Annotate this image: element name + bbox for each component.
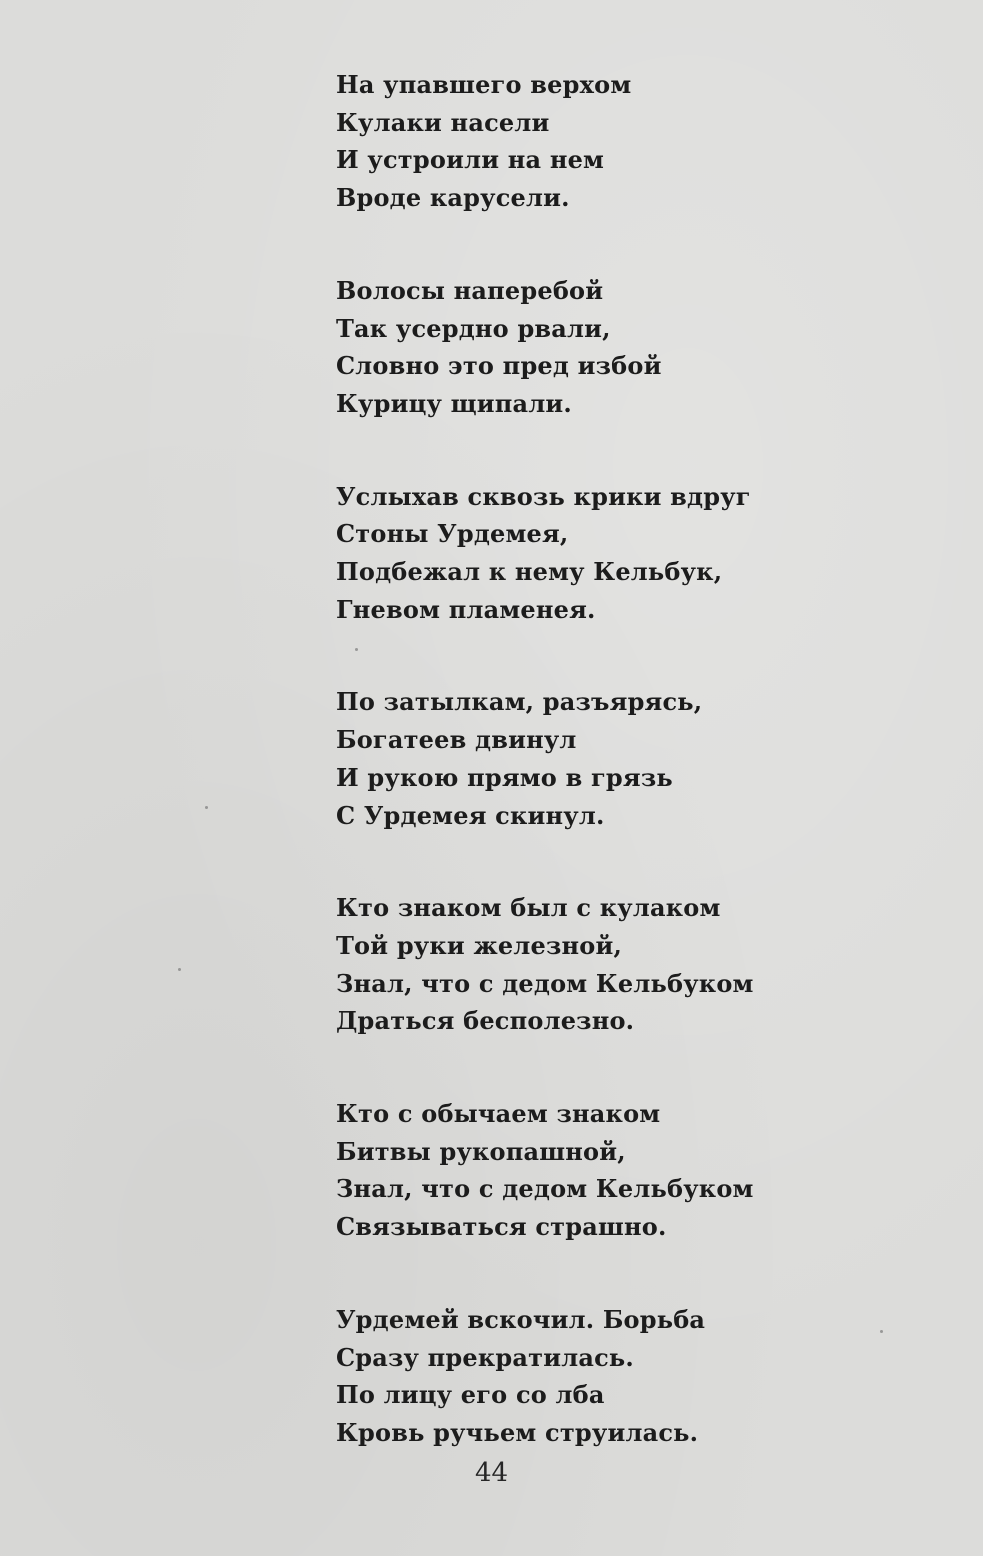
poem-line: Гневом пламенея. [336, 594, 596, 624]
stanza-2 [336, 272, 856, 423]
poem-line: На упавшего верхом [336, 70, 632, 99]
poem-line: Знал, что с дедом Кельбуком [336, 968, 754, 998]
poem-line: Кровь ручьем струилась. [336, 1417, 699, 1447]
poem-line: С Урдемея скинул. [336, 800, 605, 830]
poem-line: Вроде карусели. [336, 183, 570, 213]
paper-speck [205, 806, 208, 809]
poem-line: Сразу прекратилась. [336, 1342, 634, 1372]
stanza-6 [336, 1095, 856, 1246]
poem [336, 66, 856, 1507]
poem-line: Так усердно рвали, [336, 313, 611, 343]
poem-line: Подбежал к нему Кельбук, [336, 557, 723, 587]
stanza-4 [336, 683, 856, 834]
page-number: 44 [474, 1458, 509, 1488]
poem-line: Богатеев двинул [336, 725, 577, 755]
stanza-5 [336, 889, 856, 1040]
poem-line: И рукою прямо в грязь [336, 762, 673, 792]
poem-line: И устроили на нем [336, 145, 605, 175]
poem-line: Стоны Урдемея, [336, 519, 569, 549]
poem-line: Кулаки насели [336, 107, 550, 137]
poem-line: Словно это пред избой [336, 351, 662, 381]
stanza-3 [336, 478, 856, 629]
poem-line: Курицу щипали. [336, 388, 572, 418]
poem-line: Волосы наперебой [336, 275, 604, 305]
poem-line: По лицу его со лба [336, 1380, 605, 1410]
poem-line: Драться бесполезно. [336, 1006, 635, 1036]
paper-speck [355, 648, 358, 651]
poem-line: Битвы рукопашной, [336, 1136, 626, 1166]
poem-line: Кто с обычаем знаком [336, 1099, 661, 1129]
poem-line: Той руки железной, [336, 930, 622, 960]
stanza-7 [336, 1301, 856, 1452]
poem-line: По затылкам, разъярясь, [336, 687, 703, 717]
paper-speck [178, 968, 181, 971]
stanza-1 [336, 66, 856, 217]
poem-line: Связываться страшно. [336, 1212, 667, 1242]
poem-line: Знал, что с дедом Кельбуком [336, 1174, 754, 1204]
poem-line: Урдемей вскочил. Борьба [336, 1304, 706, 1334]
paper-speck [880, 1330, 883, 1333]
poem-line: Услыхав сквозь крики вдруг [336, 481, 751, 511]
poem-line: Кто знаком был с кулаком [336, 893, 721, 923]
